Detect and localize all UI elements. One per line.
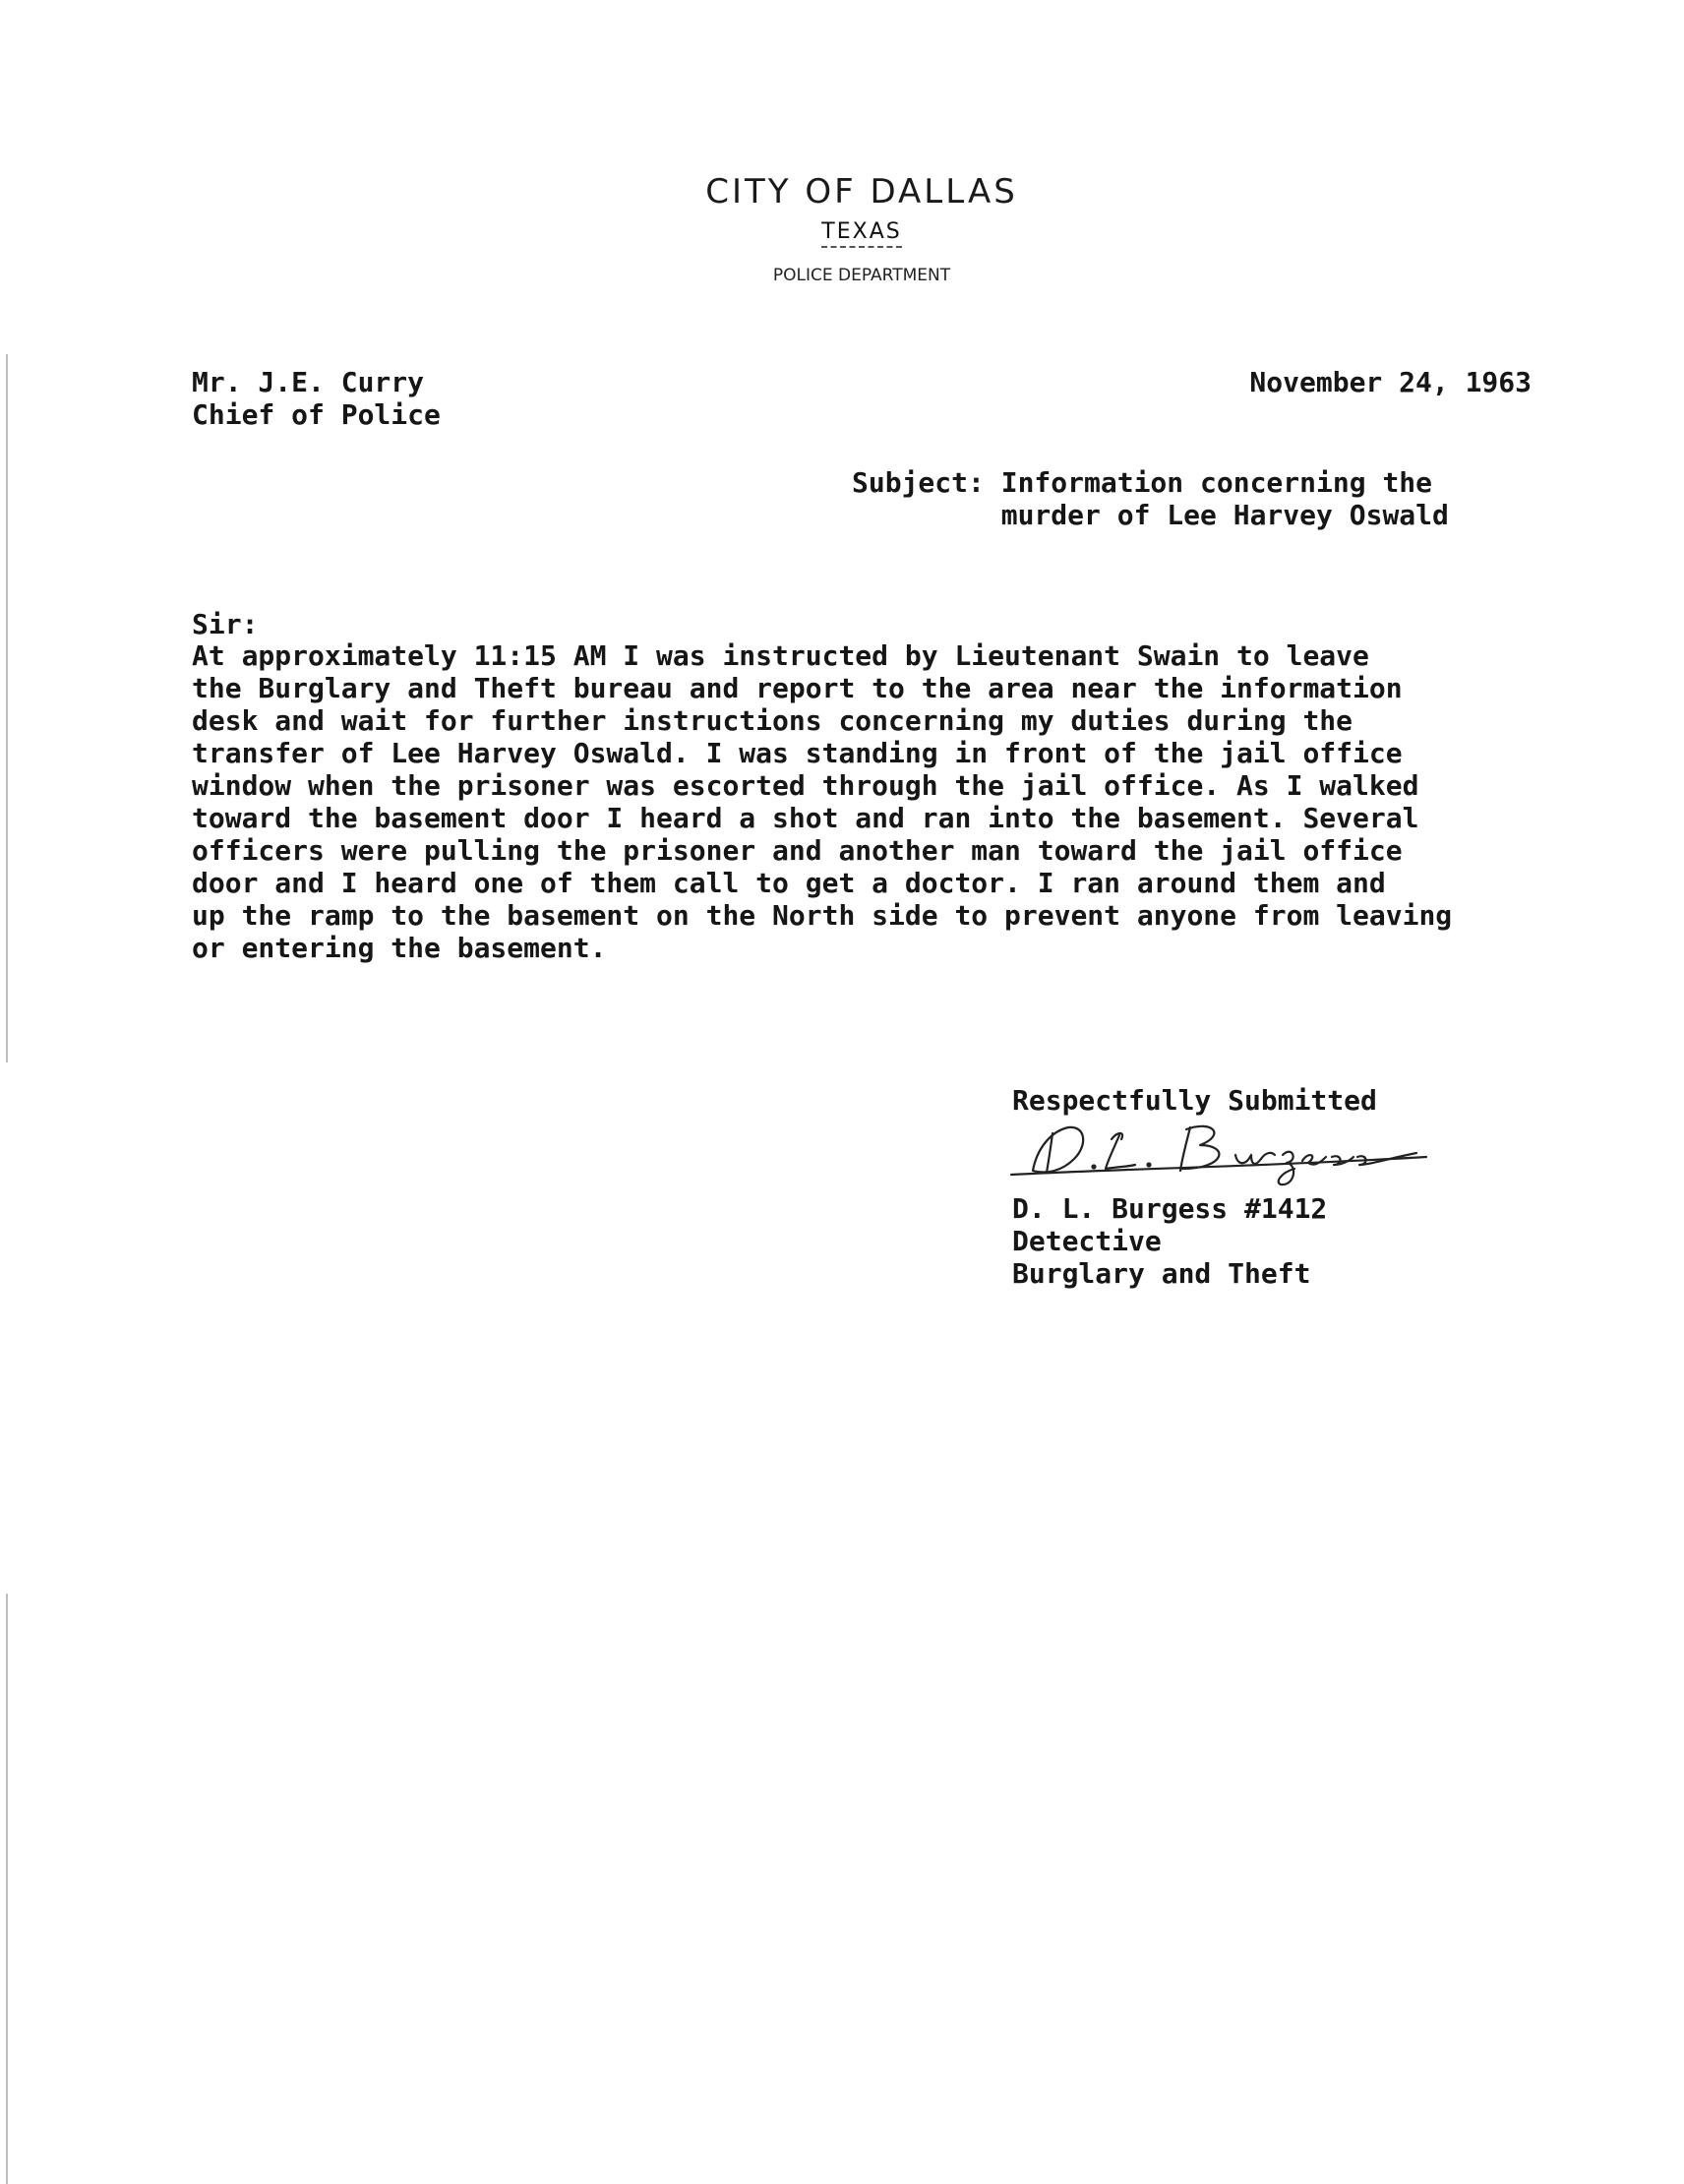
letterhead-city: CITY OF DALLAS [705,172,1018,212]
signer-rank: Detective [1012,1225,1162,1257]
signer-name: D. L. Burgess #1412 [1012,1192,1328,1225]
body-line: the Burglary and Theft bureau and report to the area near the information [192,672,1403,704]
body-line: At approximately 11:15 AM I was instructed by Lieutenant Swain to leave [192,639,1369,672]
scan-edge-mark [6,354,8,1062]
recipient-block [192,366,441,431]
letterhead-state: TEXAS [821,219,901,248]
closing: Respectfully Submitted [1012,1084,1377,1117]
handwritten-signature [1003,1110,1436,1198]
letterhead [0,172,1684,285]
body-line: toward the basement door I heard a shot and ran into the basement. Several [192,802,1419,834]
letter-date: November 24, 1963 [1249,366,1532,398]
signature-block [1012,1192,1327,1290]
body-line: door and I heard one of them call to get a doctor. I ran around them and [192,867,1386,899]
body-line: officers were pulling the prisoner and another man toward the jail office [192,834,1403,867]
signer-unit: Burglary and Theft [1012,1257,1311,1290]
recipient-name: Mr. J.E. Curry [192,366,425,398]
body-line: window when the prisoner was escorted through the jail office. As I walked [192,769,1419,802]
subject-line-1: Subject: Information concerning the [852,466,1433,499]
letter-body [192,639,1452,964]
recipient-title: Chief of Police [192,398,441,431]
body-line: or entering the basement. [192,932,607,964]
letterhead-department: POLICE DEPARTMENT [772,266,951,285]
body-line: transfer of Lee Harvey Oswald. I was standing in front of the jail office [192,737,1403,769]
subject-block [852,466,1449,531]
salutation: Sir: [192,608,259,640]
scan-edge-mark [6,1594,8,2184]
subject-line-2: murder of Lee Harvey Oswald [852,499,1449,531]
body-line: desk and wait for further instructions concerning my duties during the [192,704,1353,737]
body-line: up the ramp to the basement on the North side to prevent anyone from leaving [192,899,1453,932]
